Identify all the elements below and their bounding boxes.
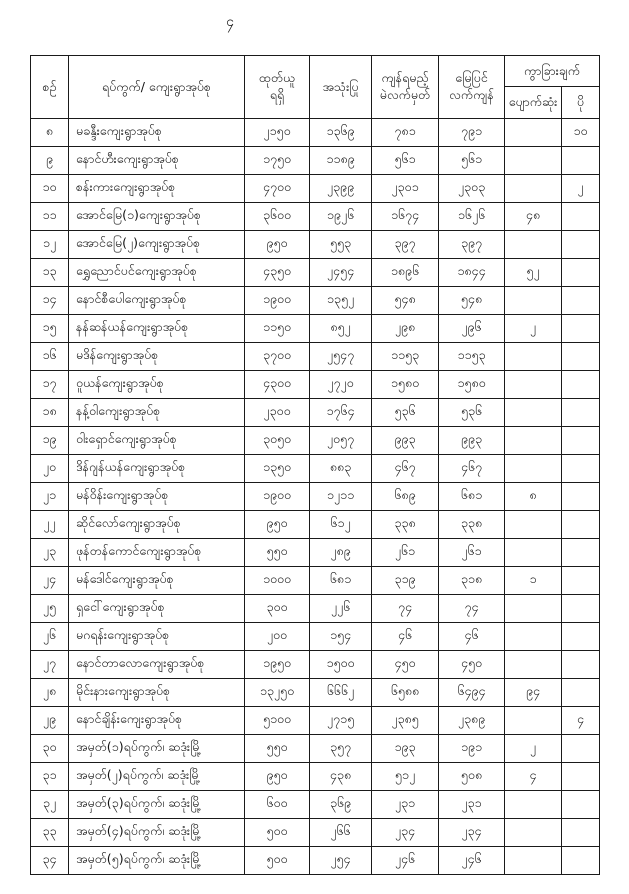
cell-no: ၂၃ [31, 539, 69, 567]
cell-ground: ၁၆၂၆ [439, 203, 505, 231]
table-row [31, 343, 600, 371]
cell-ground: ၁၈၄၄ [439, 259, 505, 287]
cell-missing: ၁ [505, 567, 562, 595]
cell-issued: ၁၃၅၀ [245, 455, 310, 483]
cell-extra [562, 567, 600, 595]
cell-remain: ၁၈၉၆ [372, 259, 439, 287]
header-ground-balance [439, 56, 505, 119]
cell-no: ၁၆ [31, 343, 69, 371]
header-extra [562, 87, 600, 119]
cell-extra [562, 399, 600, 427]
table-row [31, 231, 600, 259]
cell-remain: ၆၈၉ [372, 483, 439, 511]
header-missing [505, 87, 562, 119]
header-ward-village [69, 56, 245, 119]
cell-missing: ၂ [505, 315, 562, 343]
cell-remain: ၄၆၇ [372, 455, 439, 483]
cell-extra [562, 819, 600, 847]
cell-used: ၆၁၂ [310, 511, 372, 539]
cell-issued: ၅၀၀ [245, 847, 310, 875]
cell-name: မဂရန်းကျေးရွာအုပ်စု [69, 623, 245, 651]
cell-extra [562, 791, 600, 819]
cell-name: မန်ဒေါင်ကျေးရွာအုပ်စု [69, 567, 245, 595]
cell-used: ၃၅၇ [310, 735, 372, 763]
cell-extra [562, 679, 600, 707]
header-issued-line2: ရရှိ [269, 87, 285, 102]
cell-issued: ၅၅၀ [245, 539, 310, 567]
header-serial-no-label: စဉ် [42, 78, 57, 94]
cell-name: အမှတ်(၅)ရပ်ကွက်၊ ဆဒုံးမြို့ [69, 847, 245, 875]
header-used-label: အသုံးပြု [322, 78, 359, 94]
table-row [31, 511, 600, 539]
cell-missing [505, 847, 562, 875]
cell-name: ရှငေါ်ကျေးရွာအုပ်စု [69, 595, 245, 623]
cell-issued: ၁၉၀၀ [245, 287, 310, 315]
cell-remain: ၁၆၇၄ [372, 203, 439, 231]
cell-no: ၂၅ [31, 595, 69, 623]
table-row [31, 427, 600, 455]
cell-missing [505, 455, 562, 483]
cell-used: ၅၅၃ [310, 231, 372, 259]
cell-name: စန်းကားကျေးရွာအုပ်စု [69, 175, 245, 203]
cell-name: ဒိန်ဂျန်ယန်ကျေးရွာအုပ်စု [69, 455, 245, 483]
cell-name: အမှတ်(၄)ရပ်ကွက်၊ ဆဒုံးမြို့ [69, 819, 245, 847]
cell-no: ၁၃ [31, 259, 69, 287]
cell-used: ၆၆၆၂ [310, 679, 372, 707]
page-number: ၄ [226, 14, 234, 30]
cell-used: ၃၆၉ [310, 791, 372, 819]
cell-remain: ၂၃၁ [372, 791, 439, 819]
cell-no: ၁၀ [31, 175, 69, 203]
table-row [31, 287, 600, 315]
header-issued-line1: ထုတ်ယူ [258, 70, 296, 86]
cell-no: ၁၇ [31, 371, 69, 399]
cell-name: ဝူယန်ကျေးရွာအုပ်စု [69, 371, 245, 399]
cell-ground: ၃၉၇ [439, 231, 505, 259]
cell-missing [505, 595, 562, 623]
cell-missing [505, 231, 562, 259]
cell-used: ၁၂၁၁ [310, 483, 372, 511]
cell-issued: ၁၉၀၀ [245, 483, 310, 511]
cell-used: ၄၃၈ [310, 763, 372, 791]
cell-no: ၁၁ [31, 203, 69, 231]
cell-name: နောင်ဟီးကျေးရွာအုပ်စု [69, 147, 245, 175]
cell-issued: ၃၇၀၀ [245, 343, 310, 371]
cell-remain: ၂၆၁ [372, 539, 439, 567]
cell-no: ၁၈ [31, 399, 69, 427]
cell-extra [562, 539, 600, 567]
cell-ground: ၅၀၈ [439, 763, 505, 791]
table-row [31, 203, 600, 231]
cell-name: နန်ဆန်ယန်ကျေးရွာအုပ်စု [69, 315, 245, 343]
cell-missing [505, 119, 562, 147]
cell-name: မခန္ဒီးကျေးရွာအုပ်စု [69, 119, 245, 147]
table-row [31, 147, 600, 175]
cell-remain: ၃၉၇ [372, 231, 439, 259]
cell-used: ၁၁၈၉ [310, 147, 372, 175]
cell-ground: ၂၆၁ [439, 539, 505, 567]
cell-remain: ၂၃၈၅ [372, 707, 439, 735]
table-row [31, 567, 600, 595]
cell-issued: ၄၃၅၀ [245, 259, 310, 287]
cell-used: ၂၂၆ [310, 595, 372, 623]
cell-issued: ၁၁၅၀ [245, 315, 310, 343]
cell-issued: ၄၃၀၀ [245, 371, 310, 399]
cell-used: ၂၃၉၉ [310, 175, 372, 203]
cell-ground: ၂၃၈၉ [439, 707, 505, 735]
cell-extra [562, 595, 600, 623]
table-row [31, 539, 600, 567]
table-body [31, 119, 600, 875]
cell-missing [505, 427, 562, 455]
cell-issued: ၉၅၀ [245, 231, 310, 259]
cell-name: နန့်ဝါကျေးရွာအုပ်စု [69, 399, 245, 427]
header-missing-label: ပျောက်ဆုံး [508, 94, 558, 110]
cell-remain: ၅၄၈ [372, 287, 439, 315]
cell-used: ၁၃၆၉ [310, 119, 372, 147]
cell-used: ၂၈၉ [310, 539, 372, 567]
table-row [31, 623, 600, 651]
table-row [31, 175, 600, 203]
table-row [31, 371, 600, 399]
cell-ground: ၄၆၇ [439, 455, 505, 483]
cell-remain: ၃၃၈ [372, 511, 439, 539]
cell-name: နောင်စီပေါကျေးရွာအုပ်စု [69, 287, 245, 315]
table-row [31, 791, 600, 819]
cell-missing [505, 539, 562, 567]
cell-ground: ၇၄ [439, 595, 505, 623]
cell-extra [562, 763, 600, 791]
cell-ground: ၂၃၄ [439, 819, 505, 847]
table-row [31, 483, 600, 511]
table-row [31, 735, 600, 763]
table-row [31, 679, 600, 707]
header-serial-no [31, 56, 69, 119]
cell-used: ၁၃၅၂ [310, 287, 372, 315]
cell-issued: ၅၅၀ [245, 735, 310, 763]
cell-extra [562, 483, 600, 511]
cell-remain: ၄၅၀ [372, 651, 439, 679]
cell-extra: ၁၀ [562, 119, 600, 147]
cell-missing [505, 399, 562, 427]
cell-used: ၁၅၀၀ [310, 651, 372, 679]
cell-missing: ၅၂ [505, 259, 562, 287]
cell-extra [562, 427, 600, 455]
cell-ground: ၅၃၆ [439, 399, 505, 427]
cell-name: အမှတ်(၁)ရပ်ကွက်၊ ဆဒုံးမြို့ [69, 735, 245, 763]
cell-name: အမှတ်(၃)ရပ်ကွက်၊ ဆဒုံးမြို့ [69, 791, 245, 819]
cell-no: ၂၂ [31, 511, 69, 539]
cell-extra [562, 343, 600, 371]
cell-issued: ၃၀၀ [245, 595, 310, 623]
table-row [31, 819, 600, 847]
cell-no: ၂၈ [31, 679, 69, 707]
cell-no: ၂၀ [31, 455, 69, 483]
cell-missing: ၂ [505, 735, 562, 763]
cell-no: ၂၉ [31, 707, 69, 735]
cell-missing [505, 343, 562, 371]
cell-issued: ၁၃၂၅၀ [245, 679, 310, 707]
cell-remain: ၁၉၃ [372, 735, 439, 763]
cell-used: ၁၉၂၆ [310, 203, 372, 231]
cell-used: ၂၅၄ [310, 847, 372, 875]
header-ballots-should-remain [372, 56, 439, 119]
cell-extra [562, 147, 600, 175]
table-row [31, 707, 600, 735]
header-difference-label: ကွာခြားချက် [523, 62, 581, 78]
cell-no: ၃၁ [31, 763, 69, 791]
cell-ground: ၂၉၆ [439, 315, 505, 343]
cell-issued: ၁၉၅၀ [245, 651, 310, 679]
cell-remain: ၂၃၀၁ [372, 175, 439, 203]
cell-ground: ၉၉၃ [439, 427, 505, 455]
cell-remain: ၉၉၃ [372, 427, 439, 455]
cell-used: ၂၀၅၇ [310, 427, 372, 455]
cell-used: ၈၈၃ [310, 455, 372, 483]
cell-used: ၂၇၁၅ [310, 707, 372, 735]
cell-name: ဖုန်တန်ကောင်ကျေးရွာအုပ်စု [69, 539, 245, 567]
cell-name: မိုင်းနားကျေးရွာအုပ်စု [69, 679, 245, 707]
cell-used: ၂၆၆ [310, 819, 372, 847]
cell-ground: ၃၁၈ [439, 567, 505, 595]
cell-name: အောင်မြေ(၂)ကျေးရွာအုပ်စု [69, 231, 245, 259]
table-row [31, 651, 600, 679]
cell-issued: ၉၅၀ [245, 511, 310, 539]
table-row [31, 763, 600, 791]
cell-no: ၃၂ [31, 791, 69, 819]
cell-no: ၁၉ [31, 427, 69, 455]
cell-missing [505, 791, 562, 819]
cell-extra [562, 847, 600, 875]
cell-missing [505, 511, 562, 539]
cell-no: ၃၀ [31, 735, 69, 763]
cell-no: ၁၅ [31, 315, 69, 343]
cell-name: မန်ဝိန်းကျေးရွာအုပ်စု [69, 483, 245, 511]
header-ground-line2: လက်ကျန် [449, 87, 494, 102]
cell-missing [505, 707, 562, 735]
header-remain-line2: မဲလက်မှတ် [379, 87, 431, 102]
cell-extra [562, 623, 600, 651]
cell-used: ၂၄၅၄ [310, 259, 372, 287]
cell-missing: ၉၄ [505, 679, 562, 707]
table-row [31, 315, 600, 343]
cell-missing: ၈ [505, 483, 562, 511]
cell-issued: ၉၅၀ [245, 763, 310, 791]
cell-extra [562, 315, 600, 343]
cell-name: နောင်တာလောကျေးရွာအုပ်စု [69, 651, 245, 679]
cell-name: အမှတ်(၂)ရပ်ကွက်၊ ဆဒုံးမြို့ [69, 763, 245, 791]
cell-used: ၈၅၂ [310, 315, 372, 343]
cell-no: ၂၆ [31, 623, 69, 651]
cell-used: ၂၇၂၀ [310, 371, 372, 399]
table-row [31, 259, 600, 287]
cell-missing [505, 175, 562, 203]
cell-extra [562, 259, 600, 287]
cell-extra [562, 651, 600, 679]
cell-used: ၂၅၄၇ [310, 343, 372, 371]
cell-no: ၁၂ [31, 231, 69, 259]
cell-ground: ၃၃၈ [439, 511, 505, 539]
cell-used: ၆၈၁ [310, 567, 372, 595]
cell-extra [562, 231, 600, 259]
cell-ground: ၁၁၅၃ [439, 343, 505, 371]
cell-ground: ၅၆၁ [439, 147, 505, 175]
cell-ground: ၇၉၁ [439, 119, 505, 147]
cell-issued: ၁၀၀၀ [245, 567, 310, 595]
cell-ground: ၂၃၁ [439, 791, 505, 819]
cell-name: ဆိုင်လော်ကျေးရွာအုပ်စု [69, 511, 245, 539]
cell-remain: ၅၁၂ [372, 763, 439, 791]
table-row [31, 399, 600, 427]
cell-issued: ၁၇၅၀ [245, 147, 310, 175]
cell-no: ၂၄ [31, 567, 69, 595]
cell-extra [562, 287, 600, 315]
header-issued-received [245, 56, 310, 119]
cell-remain: ၅၃၆ [372, 399, 439, 427]
table-row [31, 847, 600, 875]
cell-no: ၃၄ [31, 847, 69, 875]
cell-no: ၃၃ [31, 819, 69, 847]
cell-issued: ၂၁၅၀ [245, 119, 310, 147]
cell-extra [562, 203, 600, 231]
cell-missing [505, 371, 562, 399]
cell-extra: ၂ [562, 175, 600, 203]
cell-ground: ၂၄၆ [439, 847, 505, 875]
ballot-reconciliation-table [30, 55, 600, 875]
header-ward-village-label: ရပ်ကွက်/ ကျေးရွာအုပ်စု [101, 78, 212, 94]
cell-issued: ၃၆၀၀ [245, 203, 310, 231]
cell-no: ၂၇ [31, 651, 69, 679]
cell-remain: ၅၆၁ [372, 147, 439, 175]
table-row [31, 455, 600, 483]
cell-no: ၉ [31, 147, 69, 175]
cell-name: ဝါးရှောင်ကျေးရွာအုပ်စု [69, 427, 245, 455]
cell-ground: ၄၆ [439, 623, 505, 651]
cell-remain: ၄၆ [372, 623, 439, 651]
header-used [310, 56, 372, 119]
cell-extra [562, 735, 600, 763]
cell-remain: ၃၁၉ [372, 567, 439, 595]
table-row [31, 119, 600, 147]
cell-ground: ၆၈၁ [439, 483, 505, 511]
cell-ground: ၆၄၉၄ [439, 679, 505, 707]
cell-issued: ၂၀၀ [245, 623, 310, 651]
cell-missing [505, 623, 562, 651]
cell-no: ၁၄ [31, 287, 69, 315]
cell-remain: ၁၅၈၀ [372, 371, 439, 399]
cell-missing [505, 287, 562, 315]
cell-issued: ၃၀၅၀ [245, 427, 310, 455]
cell-name: ရွှေညောင်ပင်ကျေးရွာအုပ်စု [69, 259, 245, 287]
cell-missing: ၄ [505, 763, 562, 791]
cell-issued: ၆၀၀ [245, 791, 310, 819]
table-row [31, 595, 600, 623]
cell-name: မဒိန်ကျေးရွာအုပ်စု [69, 343, 245, 371]
cell-missing [505, 819, 562, 847]
cell-issued: ၄၇၀၀ [245, 175, 310, 203]
cell-remain: ၂၃၄ [372, 819, 439, 847]
cell-remain: ၇၄ [372, 595, 439, 623]
cell-extra [562, 371, 600, 399]
header-remain-line1: ကျန်ရမည့် [381, 70, 429, 86]
cell-missing [505, 651, 562, 679]
cell-remain: ၇၈၁ [372, 119, 439, 147]
cell-used: ၁၅၄ [310, 623, 372, 651]
cell-ground: ၁၅၈၀ [439, 371, 505, 399]
cell-no: ၈ [31, 119, 69, 147]
header-row-1 [31, 56, 600, 87]
table-header [31, 56, 600, 119]
cell-ground: ၄၅၀ [439, 651, 505, 679]
cell-remain: ၂၄၆ [372, 847, 439, 875]
cell-missing: ၄၈ [505, 203, 562, 231]
cell-issued: ၅၁၀၀ [245, 707, 310, 735]
cell-ground: ၅၄၈ [439, 287, 505, 315]
header-difference [505, 56, 600, 87]
cell-issued: ၂၃၀၀ [245, 399, 310, 427]
cell-missing [505, 147, 562, 175]
cell-extra [562, 511, 600, 539]
cell-remain: ၂၉၈ [372, 315, 439, 343]
header-ground-line1: မြေပြင် [455, 70, 488, 86]
cell-name: အောင်မြေ(၁)ကျေးရွာအုပ်စု [69, 203, 245, 231]
cell-used: ၁၇၆၄ [310, 399, 372, 427]
cell-extra: ၄ [562, 707, 600, 735]
cell-name: နောင်ချိန်းကျေးရွာအုပ်စု [69, 707, 245, 735]
cell-remain: ၆၅၈၈ [372, 679, 439, 707]
cell-issued: ၅၀၀ [245, 819, 310, 847]
cell-no: ၂၁ [31, 483, 69, 511]
cell-ground: ၁၉၁ [439, 735, 505, 763]
cell-ground: ၂၃၀၃ [439, 175, 505, 203]
cell-remain: ၁၁၅၃ [372, 343, 439, 371]
cell-extra [562, 455, 600, 483]
header-extra-label: ပို [576, 94, 585, 110]
